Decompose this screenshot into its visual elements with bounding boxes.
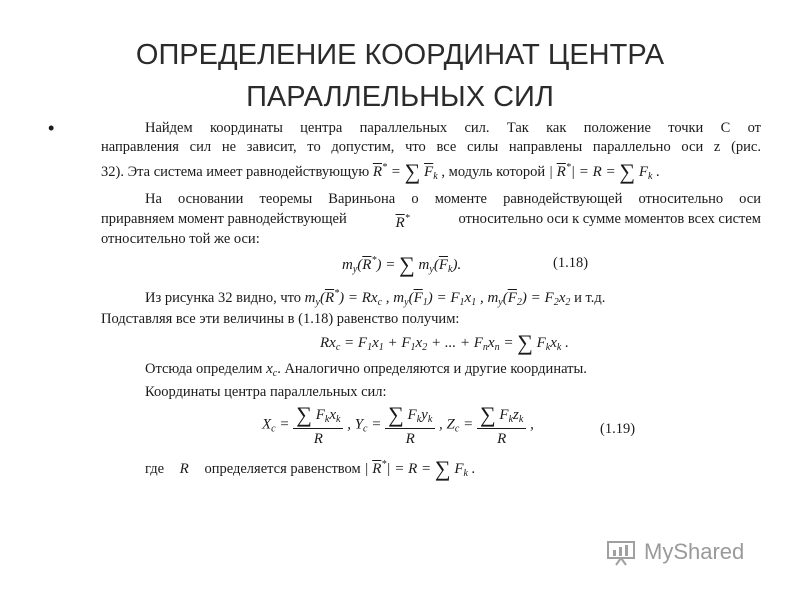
bullet-marker: • xyxy=(48,118,55,138)
paragraph-5a: Отсюда определим xyxy=(145,361,263,377)
equation-1-19: $X_c$ = $\frac{\sum F_kx_k}{R}$ , $Y_c$ = $\frac{\sum F_ky_k}{R}$ , $Z_c$ = $\frac{\sum F_kz_k}{R}$ , xyxy=(262,402,534,447)
paragraph-3a: Из рисунка 32 видно, что xyxy=(145,290,302,306)
moments-formula: $m_y(\overline{R}^*) = Rx_c$ , $m_y(\overline{F}_1) = F_1x_1$ , $m_y(\overline{F}_2) = F_2x_2$ xyxy=(304,288,571,308)
paragraph-5 xyxy=(145,360,587,383)
paragraph-2-line-2a: приравняем момент равнодействующей xyxy=(101,211,347,227)
paragraph-1-line-3a: 32). Эта система имеет равнодействующую xyxy=(101,164,370,180)
paragraph-3b: и т.д. xyxy=(574,290,606,306)
equation-1-18-label: (1.18) xyxy=(553,255,589,271)
paragraph-6: Координаты центра параллельных сил: xyxy=(145,384,387,400)
paragraph-2-line-1: На основании теоремы Вариньона о моменте равнодействующей относительно оси xyxy=(145,191,761,207)
paragraph-1-line-2: направления сил не зависит, то допустим, что все силы направлены параллельно оси z (рис. xyxy=(101,139,761,155)
xc-symbol: $x_c$ xyxy=(266,361,278,379)
paragraph-1-line-1: Найдем координаты центра параллельных сил. Так как положение точки C от xyxy=(145,120,761,136)
paragraph-2-line-2 xyxy=(101,210,761,232)
substitution-equation: $Rx_c = F_1x_1 + F_1x_2$ + ... + $F_nx_n$ = ∑ $F_kx_k$ . xyxy=(320,330,569,355)
paragraph-4: Подставляя все эти величины в (1.18) равенство получим: xyxy=(101,311,460,327)
modulus-formula: | $\overline{R}^*| = R$ = ∑ $F_k$ . xyxy=(548,159,660,184)
resultant-symbol: $\overline{R}^*$ xyxy=(395,213,410,231)
resultant-formula: $\overline{R}^*$ = ∑ $\overline{F}_k$ xyxy=(372,159,438,184)
paragraph-1-line-3b: , модуль которой xyxy=(441,164,546,180)
paragraph-2-line-2b: относительно оси к сумме моментов всех систем xyxy=(458,211,761,227)
paragraph-1-line-3 xyxy=(101,159,660,186)
r-symbol: R xyxy=(179,461,189,477)
logo-text: MyShared xyxy=(644,539,745,564)
equation-1-18: $m_y(\overline{R}^*)$ = ∑ $m_y(\overline{F}_k)$. xyxy=(342,252,462,277)
myshared-logo xyxy=(606,538,744,566)
paragraph-7b: определяется равенством xyxy=(204,461,361,477)
paragraph-7 xyxy=(145,456,475,483)
paragraph-7a: где xyxy=(145,461,165,477)
equation-1-19-label: (1.19) xyxy=(600,421,636,437)
paragraph-3 xyxy=(145,285,605,312)
slide-title: ОПРЕДЕЛЕНИЕ КООРДИНАТ ЦЕНТРА ПАРАЛЛЕЛЬНЫХ СИЛ xyxy=(135,39,665,113)
presentation-board-icon xyxy=(606,538,638,566)
r-equality-formula: | $\overline{R}^*| = R$ = ∑ $F_k$ . xyxy=(364,456,476,481)
paragraph-5b: . Аналогично определяются и другие координаты. xyxy=(277,361,587,377)
paragraph-2-line-3: относительно той же оси: xyxy=(101,231,260,247)
